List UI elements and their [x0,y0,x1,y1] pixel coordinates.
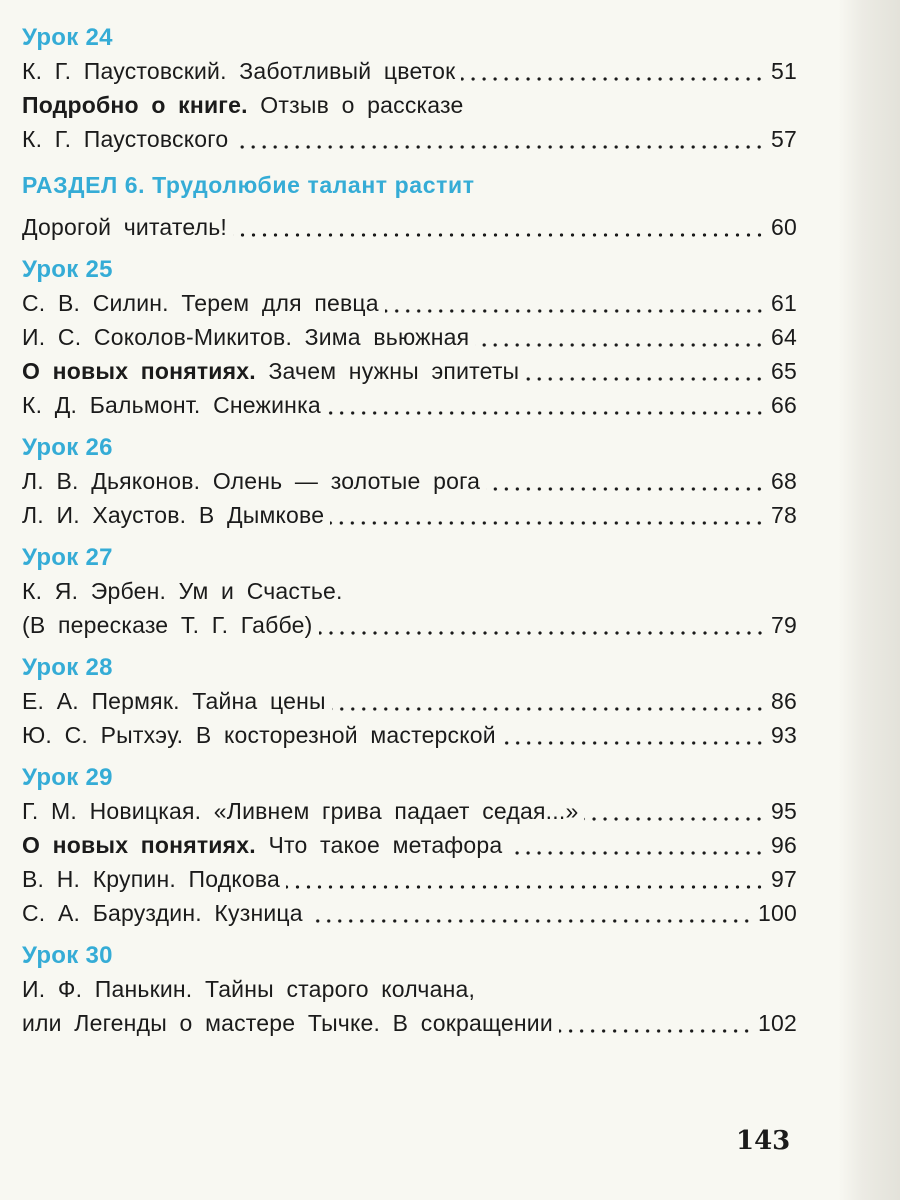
entry-page: 93 [771,722,797,748]
toc-entry[interactable] [22,354,797,388]
entry-page: 97 [771,866,797,892]
entry-title [22,354,519,388]
entry-title: К. Я. Эрбен. Ум и Счастье. [22,578,343,604]
toc-entry[interactable] [22,286,797,320]
entry-page: 100 [758,900,797,926]
toc-entry[interactable] [22,608,797,642]
dot-leader [327,411,765,415]
lesson-heading: Урок 26 [22,434,113,461]
entry-title: Е. А. Пермяк. Тайна цены [22,688,326,714]
dot-leader [309,919,752,923]
entry-title [22,88,464,122]
entry-title: (В пересказе Т. Г. Габбе) [22,612,313,638]
entry-page: 95 [771,798,797,824]
dot-leader [330,521,765,525]
entry-title: К. Д. Бальмонт. Снежинка [22,392,321,418]
dot-leader [559,1029,752,1033]
entry-page: 65 [771,358,797,384]
entry-title: К. Г. Паустовского [22,126,229,152]
dot-leader [508,851,765,855]
entry-title: Л. В. Дьяконов. Олень — золотые рога [22,468,481,494]
entry-bold-label: О новых понятиях. [22,358,256,384]
lesson-heading: Урок 25 [22,256,113,283]
entry-title-rest: Что такое метафора [255,832,503,858]
entry-bold-label: Подробно о книге. [22,92,248,118]
lesson-heading: Урок 24 [22,24,113,51]
toc-entry[interactable] [22,574,797,608]
lesson-heading: Урок 27 [22,544,113,571]
entry-page: 79 [771,612,797,638]
toc-entry[interactable] [22,896,797,930]
entry-title: И. С. Соколов-Микитов. Зима вьюжная [22,324,470,350]
entry-page: 86 [771,688,797,714]
entry-title: К. Г. Паустовский. Заботливый цветок [22,58,456,84]
entry-title: С. А. Баруздин. Кузница [22,900,303,926]
entry-bold-label: О новых понятиях. [22,832,256,858]
toc-entry[interactable] [22,210,797,244]
dot-leader [286,885,765,889]
toc-entry[interactable] [22,862,797,896]
toc-entry[interactable] [22,794,797,828]
dot-leader [234,145,765,149]
dot-leader [486,487,765,491]
entry-page: 57 [771,126,797,152]
entry-title: или Легенды о мастере Тычке. В сокращении [22,1010,553,1036]
lesson-heading: Урок 30 [22,942,113,969]
dot-leader [332,707,765,711]
entry-title: И. Ф. Панькин. Тайны старого колчана, [22,976,476,1002]
entry-title: С. В. Силин. Терем для певца [22,290,379,316]
dot-leader [319,631,766,635]
page-number: 143 [736,1126,791,1156]
dot-leader [385,309,765,313]
entry-title: В. Н. Крупин. Подкова [22,866,281,892]
toc-entry[interactable] [22,828,797,862]
entry-title: Ю. С. Рытхэу. В косторезной мастерской [22,722,496,748]
dot-leader [233,233,765,237]
section-heading: РАЗДЕЛ 6. Трудолюбие талант растит [22,172,475,198]
entry-page: 66 [771,392,797,418]
dot-leader [584,817,765,821]
entry-title-rest: Отзыв о рассказе [247,92,464,118]
toc-entry[interactable] [22,1006,797,1040]
entry-page: 61 [771,290,797,316]
dot-leader [461,77,765,81]
entry-page: 68 [771,468,797,494]
entry-title [22,828,502,862]
entry-page: 51 [771,58,797,84]
toc-entry[interactable] [22,320,797,354]
toc-entry[interactable] [22,684,797,718]
entry-page: 64 [771,324,797,350]
entry-title: Л. И. Хаустов. В Дымкове [22,502,325,528]
entry-title: Дорогой читатель! [22,214,228,240]
table-of-contents [22,22,797,1040]
toc-entry[interactable] [22,88,797,122]
entry-page: 78 [771,502,797,528]
entry-page: 102 [758,1010,797,1036]
toc-entry[interactable] [22,718,797,752]
entry-page: 60 [771,214,797,240]
dot-leader [525,377,765,381]
toc-entry[interactable] [22,54,797,88]
lesson-heading: Урок 29 [22,764,113,791]
toc-entry[interactable] [22,122,797,156]
toc-entry[interactable] [22,498,797,532]
page-edge-shadow [838,0,900,1200]
entry-page: 96 [771,832,797,858]
toc-entry[interactable] [22,388,797,422]
dot-leader [502,741,765,745]
lesson-heading: Урок 28 [22,654,113,681]
dot-leader [475,343,765,347]
toc-entry[interactable] [22,464,797,498]
toc-entry[interactable] [22,972,797,1006]
entry-title-rest: Зачем нужны эпитеты [255,358,520,384]
entry-title: Г. М. Новицкая. «Ливнем грива падает седая...» [22,798,579,824]
